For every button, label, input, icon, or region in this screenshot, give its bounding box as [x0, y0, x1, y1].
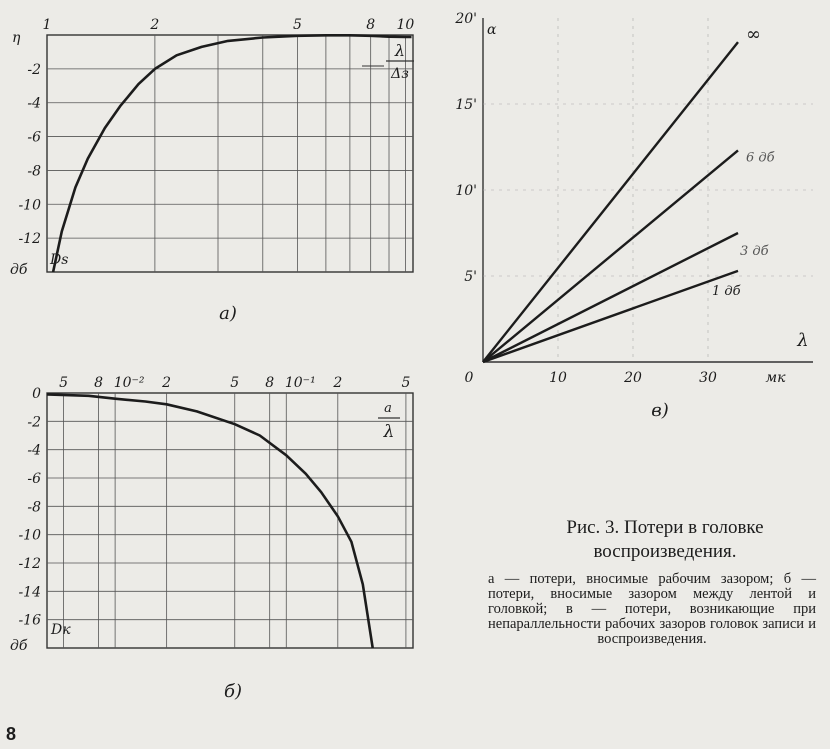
chart-b-frame — [47, 393, 413, 648]
chart-b-inner-label: Dк — [51, 622, 71, 638]
chart-v-series-label: 6 дб — [746, 150, 775, 166]
chart-a-x-tick-label: 5 — [293, 17, 302, 33]
chart-b-x-tick-label: 2 — [162, 375, 172, 391]
chart-b-x-tick-label: 5 — [401, 375, 411, 391]
chart-a-x-tick-label: 10 — [396, 17, 415, 33]
figure-caption-title: Рис. 3. Потери в головке воспроизведения. — [566, 517, 764, 562]
chart-v-series-line — [483, 150, 738, 362]
chart-a-series-line — [53, 35, 411, 272]
chart-v-series-line — [483, 233, 738, 362]
chart-v-x-tick-label: 30 — [699, 370, 717, 386]
chart-a-y-tick-label: -10 — [18, 197, 41, 214]
page-number: 8 — [6, 724, 17, 744]
chart-v-x-axis-label: λ — [797, 330, 809, 351]
chart-v-series-label: 3 дб — [740, 244, 769, 259]
chart-a — [10, 17, 414, 324]
chart-a-x-label-denominator: Δз — [391, 66, 409, 82]
chart-b-x-tick-label: 10⁻¹ — [284, 375, 316, 391]
chart-v-y-tick-label: 10' — [455, 183, 477, 199]
chart-b-x-tick-label: 5 — [59, 375, 69, 391]
chart-v-y-tick-label: 5' — [464, 269, 477, 285]
chart-a-x-tick-label: 1 — [42, 17, 52, 33]
chart-v-x-unit-label: мк — [765, 370, 786, 386]
chart-a-x-tick-label: 2 — [150, 17, 160, 33]
chart-a-x-label-numerator: λ — [394, 41, 406, 60]
chart-v-series-label: 1 дб — [712, 283, 741, 299]
chart-b-y-tick-label: -2 — [27, 414, 41, 431]
chart-a-y-tick-label: -8 — [27, 163, 41, 180]
chart-v-y-tick-label: 20' — [455, 11, 477, 27]
chart-b-y-tick-label: -6 — [27, 471, 41, 487]
chart-v-series-label: ∞ — [746, 24, 761, 46]
chart-a-inner-label: Ds — [50, 252, 69, 268]
chart-b-y-tick-label: 0 — [32, 386, 41, 402]
chart-b-y-unit-label: дб — [10, 638, 28, 654]
chart-b-x-label-denominator: λ — [383, 422, 395, 442]
chart-b-y-tick-label: -4 — [27, 442, 41, 459]
chart-b-x-tick-label: 5 — [230, 375, 240, 391]
chart-a-y-tick-label: -4 — [27, 95, 41, 112]
chart-a-panel-label: а) — [219, 303, 237, 324]
chart-v-series-line — [483, 271, 738, 362]
chart-b — [10, 375, 413, 702]
figure-caption-body: а — потери, вносимые рабочим зазором; б — потери, вносимые зазором между лентой и головкой; в — потери, возникающие при непараллельности рабочих зазоров головок записи и воспроизведения. — [488, 571, 816, 647]
chart-b-x-tick-label: 8 — [265, 375, 275, 391]
chart-a-y-tick-label: -2 — [27, 61, 41, 78]
chart-a-frame — [47, 35, 413, 272]
chart-b-x-tick-label: 10⁻² — [113, 375, 145, 391]
chart-b-y-tick-label: -8 — [27, 499, 41, 516]
chart-a-y-unit-label: дб — [10, 262, 28, 278]
chart-b-y-tick-label: -14 — [18, 584, 41, 601]
chart-v-series-line — [483, 42, 738, 362]
chart-a-x-tick-label: 8 — [366, 17, 376, 33]
chart-a-y-tick-label: -12 — [18, 231, 41, 248]
chart-v-panel-label: в) — [651, 400, 669, 421]
chart-v-y-axis-label: α — [487, 22, 497, 38]
chart-v-y-tick-label: 15' — [455, 97, 477, 113]
chart-v-x-tick-label: 0 — [464, 370, 474, 386]
chart-b-x-tick-label: 2 — [333, 375, 343, 391]
chart-b-x-tick-label: 8 — [94, 375, 103, 391]
chart-b-series-line — [47, 394, 373, 648]
chart-b-panel-label: б) — [223, 681, 243, 702]
chart-v-x-tick-label: 10 — [549, 370, 567, 386]
chart-v — [454, 11, 813, 421]
chart-b-x-label-numerator: a — [384, 401, 392, 416]
chart-b-y-tick-label: -12 — [18, 556, 41, 572]
chart-a-y-axis-symbol: η — [12, 30, 21, 46]
chart-v-x-tick-label: 20 — [624, 370, 642, 386]
chart-a-y-tick-label: -6 — [27, 129, 41, 146]
chart-b-y-tick-label: -10 — [18, 527, 41, 544]
chart-b-y-tick-label: -16 — [18, 612, 41, 629]
